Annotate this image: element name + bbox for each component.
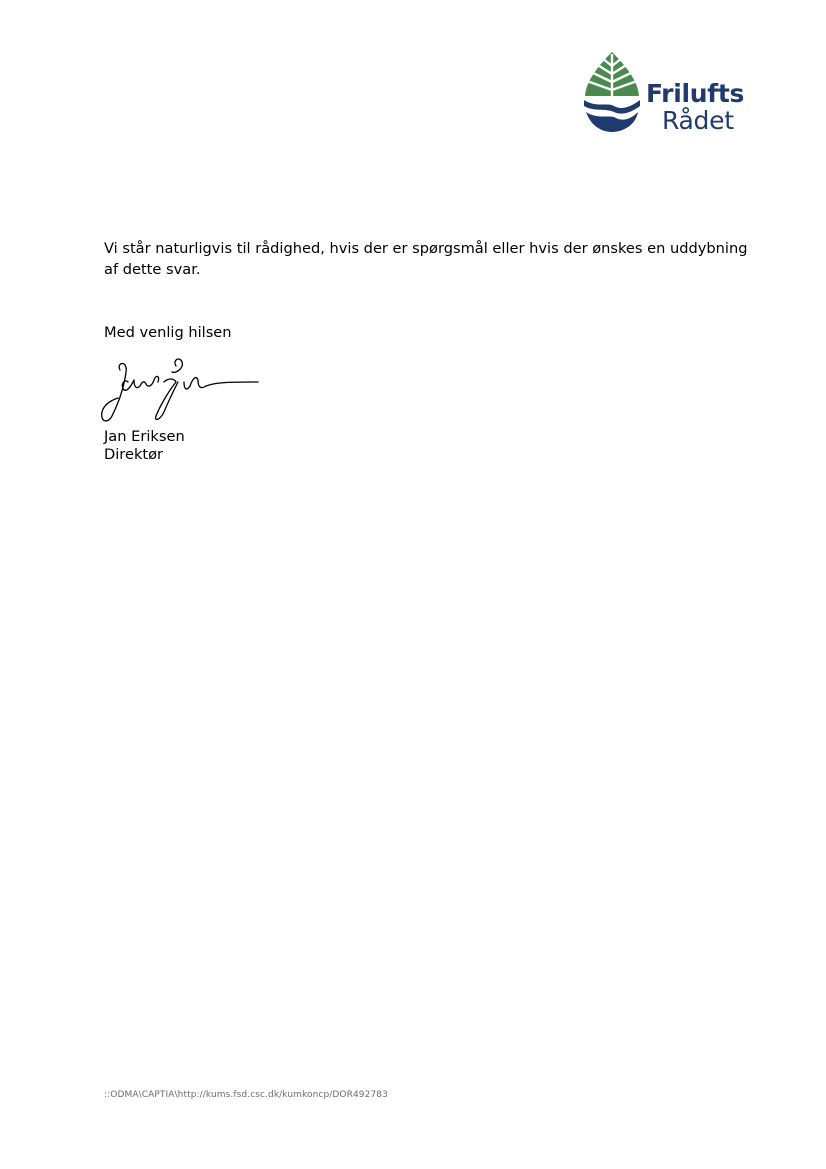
logo-line-2: Rådet <box>662 106 734 135</box>
signer-block <box>104 428 185 464</box>
friluftsraadet-logo <box>582 50 782 142</box>
logo-line-1: Frilufts <box>646 79 745 108</box>
signer-name: Jan Eriksen <box>104 428 185 445</box>
handwritten-signature <box>98 352 268 430</box>
letter-paragraph: Vi står naturligvis til rådighed, hvis der er spørgsmål eller hvis der ønskes en uddybning af dette svar. <box>104 240 748 278</box>
leaf-logo-icon <box>582 50 642 136</box>
logo-wordmark <box>646 80 744 134</box>
letter-closing: Med venlig hilsen <box>104 324 232 341</box>
signer-title: Direktør <box>104 446 164 463</box>
document-footer-path: ::ODMA\CAPTIA\http://kums.fsd.csc.dk/kumkoncp/DOR492783 <box>104 1090 388 1100</box>
